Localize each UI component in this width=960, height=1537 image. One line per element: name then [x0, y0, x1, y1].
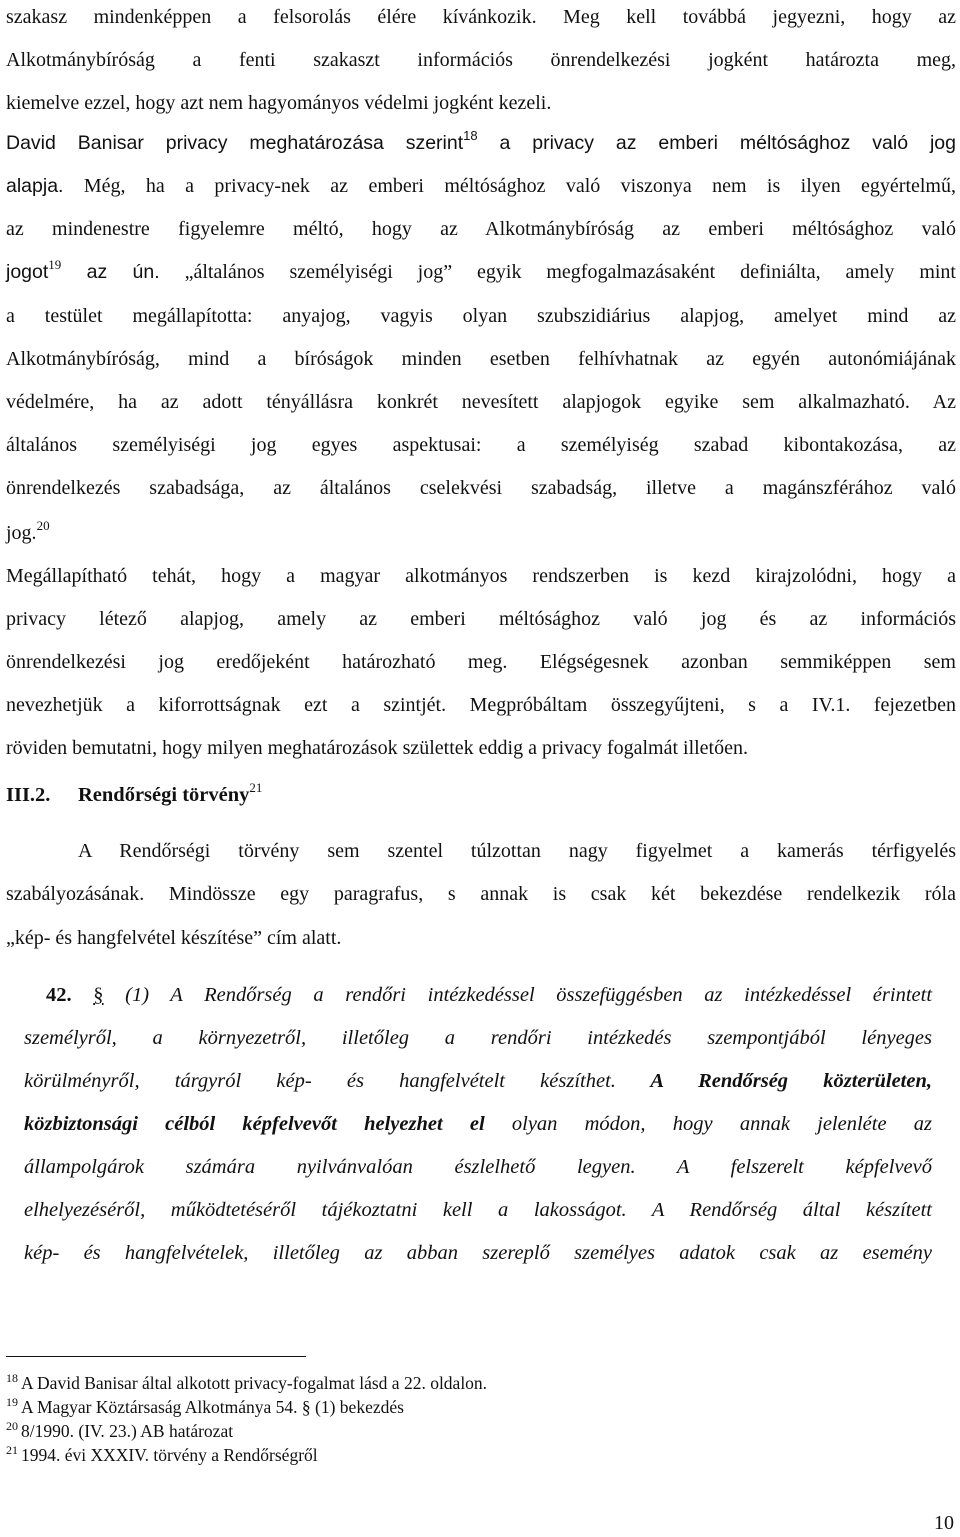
text-run: jog. [6, 522, 37, 544]
body-line: a testület megállapította: anyajog, vagyis olyan szubszidiárius alapjog, amelyet mind az [6, 305, 956, 327]
body-line: Alkotmánybíróság a fenti szakaszt információs önrendelkezési jogként határozta meg, [6, 49, 956, 71]
text-run: alapja. [6, 175, 64, 197]
footnote-text: A David Banisar által alkotott privacy-fogalmat lásd a 22. oldalon. [21, 1373, 488, 1393]
text-run: az ún. [61, 261, 160, 283]
footnote-text: 1994. évi XXXIV. törvény a Rendőrségről [21, 1445, 318, 1465]
footnote-ref-20: 20 [36, 518, 50, 533]
body-line: szakasz mindenképpen a felsorolás élére kívánkozik. Meg kell továbbá jegyezni, hogy az [6, 6, 956, 28]
body-line [6, 173, 956, 199]
body-line: „kép- és hangfelvétel készítése” cím alatt. [6, 927, 342, 949]
text-run: olyan módon, hogy annak jelenléte az [484, 1113, 932, 1135]
footnote-number: 21 [6, 1443, 18, 1457]
body-line: röviden bemutatni, hogy milyen meghatározások születtek eddig a privacy fogalmát illetően. [6, 737, 748, 759]
footnote-number: 20 [6, 1419, 18, 1433]
section-title: Rendőrségi törvény [78, 784, 250, 806]
law-line: személyről, a környezetről, illetőleg a rendőri intézkedés szempontjából lényeges [24, 1027, 932, 1049]
text-run: jogot [6, 261, 49, 283]
body-line: Megállapítható tehát, hogy a magyar alkotmányos rendszerben is kezd kirajzolódni, hogy a [6, 565, 956, 587]
body-line: kiemelve ezzel, hogy azt nem hagyományos védelmi jogként kezeli. [6, 92, 552, 114]
body-line [6, 130, 956, 156]
law-line [24, 1111, 932, 1137]
footnote-ref-21: 21 [249, 780, 263, 795]
footnote-ref-19: 19 [48, 257, 62, 272]
text-run: közbiztonsági célból képfelvevőt helyezhet el [24, 1113, 485, 1135]
body-line: A Rendőrségi törvény sem szentel túlzottan nagy figyelmet a kamerás térfigyelés [78, 840, 956, 862]
section-number: III.2. [6, 784, 51, 806]
body-line: nevezhetjük a kiforrottságnak ezt a szintjét. Megpróbáltam összegyűjteni, s a IV.1. fejezetben [6, 694, 956, 716]
body-line: általános személyiségi jog egyes aspektusai: a személyiség szabad kibontakozása, az [6, 434, 956, 456]
law-line: kép- és hangfelvételek, illetőleg az abban szereplő személyes adatok csak az esemény [24, 1242, 932, 1264]
footnote-ref-18: 18 [463, 128, 478, 143]
page-number: 10 [934, 1512, 954, 1534]
section-number: 42. [46, 984, 72, 1006]
footnote-18 [6, 1372, 487, 1394]
text-run: David Banisar privacy meghatározása szerint [6, 132, 464, 154]
text-run: (1) A Rendőrség a rendőri intézkedéssel összefüggésben az intézkedéssel érintett [103, 984, 933, 1006]
footnote-text: 8/1990. (IV. 23.) AB határozat [21, 1421, 234, 1441]
law-line: elhelyezéséről, működtetéséről tájékoztatni kell a lakosságot. A Rendőrség által készített [24, 1199, 932, 1221]
text-run: „általános személyiségi jog” egyik megfogalmazásaként definiálta, amely mint [159, 261, 956, 283]
law-line [46, 982, 932, 1008]
body-line: védelmére, ha az adott tényállásra konkrét nevesített alapjogok egyike sem alkalmazható. Az [6, 391, 956, 413]
body-line: privacy létező alapjog, amely az emberi méltósághoz való jog és az információs [6, 608, 956, 630]
text-run: Még, ha a privacy-nek az emberi méltósághoz való viszonya nem is ilyen egyértelmű, [63, 175, 956, 197]
footnote-text: A Magyar Köztársaság Alkotmánya 54. § (1) bekezdés [21, 1397, 404, 1417]
section-sign: § [93, 984, 104, 1006]
body-line [6, 259, 956, 285]
law-line: állampolgárok számára nyilvánvalóan észlelhető legyen. A felszerelt képfelvevő [24, 1156, 932, 1178]
footnote-20 [6, 1420, 233, 1442]
footnote-separator [6, 1356, 306, 1357]
body-line: önrendelkezés szabadsága, az általános cselekvési szabadság, illetve a magánszférához való [6, 477, 956, 499]
text-run: A Rendőrség közterületen, [615, 1070, 932, 1092]
body-line: önrendelkezési jog eredőjeként határozható meg. Elégségesnek azonban semmiképpen sem [6, 651, 956, 673]
section-heading [6, 780, 263, 807]
body-line: Alkotmánybíróság, mind a bíróságok minden esetben felhívhatnak az egyén autonómiájának [6, 348, 956, 370]
footnote-21 [6, 1444, 318, 1466]
body-line: az mindenestre figyelemre méltó, hogy az Alkotmánybíróság az emberi méltósághoz való [6, 218, 956, 240]
footnote-number: 18 [6, 1371, 18, 1385]
footnote-number: 19 [6, 1395, 18, 1409]
footnote-19 [6, 1396, 404, 1418]
text-run: körülményről, tárgyról kép- és hangfelvételt készíthet. [24, 1070, 616, 1092]
law-line [24, 1068, 932, 1094]
text-run: a privacy az emberi méltósághoz való jog [477, 132, 956, 154]
body-line [6, 520, 956, 546]
body-line: szabályozásának. Mindössze egy paragrafus, s annak is csak két bekezdése rendelkezik róla [6, 883, 956, 905]
